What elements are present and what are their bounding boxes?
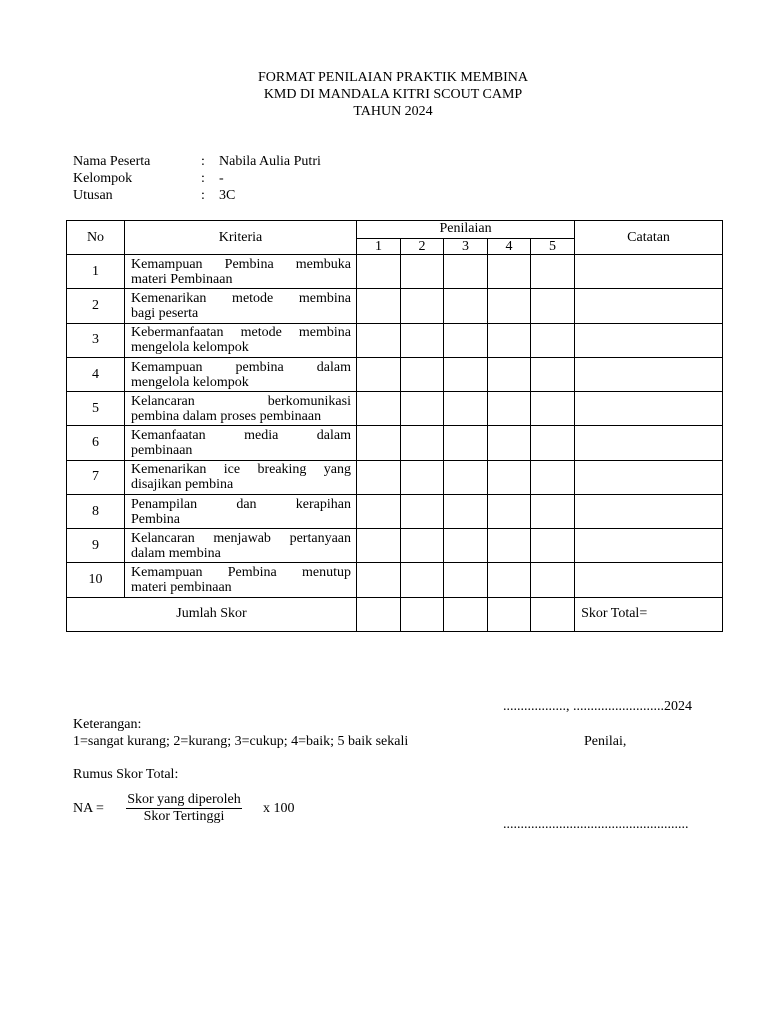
score-cell-4[interactable] xyxy=(488,289,531,323)
score-cell-3[interactable] xyxy=(444,426,488,460)
row-criteria xyxy=(125,529,357,563)
header-row xyxy=(67,221,723,239)
score-cell-2[interactable] xyxy=(401,255,444,289)
info-row-kelompok xyxy=(73,170,473,187)
na-label: NA = xyxy=(73,801,104,816)
score-cell-5[interactable] xyxy=(531,494,575,528)
criteria-line: mengelola kelompok xyxy=(131,340,249,356)
row-criteria xyxy=(125,426,357,460)
criteria-line: materi pembinaan xyxy=(131,580,232,596)
score-cell-5[interactable] xyxy=(531,426,575,460)
catatan-cell[interactable] xyxy=(575,289,723,323)
score-cell-2[interactable] xyxy=(401,357,444,391)
header-no: No xyxy=(67,221,125,255)
document-title xyxy=(0,69,768,120)
table-row xyxy=(67,529,723,563)
score-cell-4[interactable] xyxy=(488,529,531,563)
info-value: 3C xyxy=(219,188,236,203)
criteria-line: pembina dalam proses pembinaan xyxy=(131,408,322,424)
row-number: 4 xyxy=(67,357,125,391)
criteria-line: Kemampuan Pembina menutup xyxy=(131,565,351,581)
catatan-cell[interactable] xyxy=(575,529,723,563)
criteria-line: Kemampuan pembina dalam xyxy=(131,359,351,375)
info-label: Nama Peserta xyxy=(73,154,151,169)
row-criteria xyxy=(125,563,357,597)
criteria-line: Kelancaran berkomunikasi xyxy=(131,393,351,409)
info-label: Kelompok xyxy=(73,171,133,186)
keterangan-label: Keterangan: xyxy=(73,717,142,732)
criteria-line: Penampilan dan kerapihan xyxy=(131,496,351,512)
table-row xyxy=(67,494,723,528)
criteria-line: Kelancaran menjawab pertanyaan xyxy=(131,530,351,546)
table-row xyxy=(67,289,723,323)
score-cell-5[interactable] xyxy=(531,357,575,391)
catatan-cell[interactable] xyxy=(575,323,723,357)
table-row xyxy=(67,426,723,460)
score-cell-2[interactable] xyxy=(401,460,444,494)
row-number: 1 xyxy=(67,255,125,289)
total-score-cell-2[interactable] xyxy=(401,597,444,631)
total-row xyxy=(67,597,723,631)
catatan-cell[interactable] xyxy=(575,460,723,494)
score-cell-1[interactable] xyxy=(357,563,401,597)
criteria-line: disajikan pembina xyxy=(131,477,234,493)
score-cell-3[interactable] xyxy=(444,392,488,426)
score-cell-3[interactable] xyxy=(444,494,488,528)
score-header-4: 4 xyxy=(488,238,531,255)
info-value: - xyxy=(219,171,224,186)
row-criteria xyxy=(125,460,357,494)
score-cell-2[interactable] xyxy=(401,529,444,563)
catatan-cell[interactable] xyxy=(575,563,723,597)
criteria-line: Pembina xyxy=(131,511,180,527)
score-cell-4[interactable] xyxy=(488,426,531,460)
criteria-line: Kebermanfaatan metode membina xyxy=(131,325,351,341)
header-catatan: Catatan xyxy=(575,221,723,255)
table-row xyxy=(67,460,723,494)
score-cell-4[interactable] xyxy=(488,357,531,391)
score-cell-3[interactable] xyxy=(444,529,488,563)
score-cell-4[interactable] xyxy=(488,255,531,289)
table-row xyxy=(67,255,723,289)
score-cell-5[interactable] xyxy=(531,529,575,563)
score-cell-4[interactable] xyxy=(488,460,531,494)
score-cell-1[interactable] xyxy=(357,323,401,357)
criteria-line: Kemenarikan metode membina xyxy=(131,291,351,307)
row-number: 8 xyxy=(67,494,125,528)
score-cell-3[interactable] xyxy=(444,460,488,494)
header-penilaian: Penilaian xyxy=(357,221,575,239)
info-value: Nabila Aulia Putri xyxy=(219,154,321,169)
score-cell-4[interactable] xyxy=(488,323,531,357)
score-cell-3[interactable] xyxy=(444,357,488,391)
info-row-utusan xyxy=(73,187,473,204)
score-cell-5[interactable] xyxy=(531,392,575,426)
score-cell-3[interactable] xyxy=(444,289,488,323)
title-line-3: TAHUN 2024 xyxy=(353,104,433,119)
score-cell-3[interactable] xyxy=(444,323,488,357)
row-number: 6 xyxy=(67,426,125,460)
title-line-2: KMD DI MANDALA KITRI SCOUT CAMP xyxy=(263,87,523,102)
total-score-cell-5[interactable] xyxy=(531,597,575,631)
formula-denominator: Skor Tertinggi xyxy=(143,809,225,824)
score-header-2: 2 xyxy=(401,238,444,255)
jumlah-skor-label: Jumlah Skor xyxy=(67,597,357,631)
header-kriteria: Kriteria xyxy=(125,221,357,255)
criteria-line: Kemanfaatan media dalam xyxy=(131,428,351,444)
table-row xyxy=(67,563,723,597)
score-cell-5[interactable] xyxy=(531,460,575,494)
total-score-cell-1[interactable] xyxy=(357,597,401,631)
score-cell-3[interactable] xyxy=(444,563,488,597)
score-cell-1[interactable] xyxy=(357,392,401,426)
score-header-5: 5 xyxy=(531,238,575,255)
keterangan-text: 1=sangat kurang; 2=kurang; 3=cukup; 4=baik; 5 baik sekali xyxy=(73,734,409,749)
signature-line: ..................................................... xyxy=(503,817,689,832)
row-criteria xyxy=(125,392,357,426)
total-score-cell-4[interactable] xyxy=(488,597,531,631)
criteria-line: Kemenarikan ice breaking yang xyxy=(131,462,351,478)
row-number: 9 xyxy=(67,529,125,563)
row-criteria xyxy=(125,357,357,391)
score-cell-2[interactable] xyxy=(401,392,444,426)
score-cell-1[interactable] xyxy=(357,255,401,289)
score-cell-4[interactable] xyxy=(488,392,531,426)
score-cell-3[interactable] xyxy=(444,255,488,289)
info-colon: : xyxy=(201,154,205,169)
info-row-nama xyxy=(73,153,473,170)
row-number: 2 xyxy=(67,289,125,323)
row-number: 10 xyxy=(67,563,125,597)
score-cell-2[interactable] xyxy=(401,426,444,460)
rumus-label: Rumus Skor Total: xyxy=(73,767,179,782)
penilai-label: Penilai, xyxy=(584,734,627,749)
title-line-1: FORMAT PENILAIAN PRAKTIK MEMBINA xyxy=(257,70,529,85)
score-cell-2[interactable] xyxy=(401,494,444,528)
assessment-table xyxy=(66,220,723,632)
table-row xyxy=(67,392,723,426)
score-cell-5[interactable] xyxy=(531,289,575,323)
score-cell-2[interactable] xyxy=(401,563,444,597)
row-number: 5 xyxy=(67,392,125,426)
catatan-cell[interactable] xyxy=(575,426,723,460)
score-cell-4[interactable] xyxy=(488,563,531,597)
info-colon: : xyxy=(201,171,205,186)
formula-multiplier: x 100 xyxy=(263,801,295,816)
score-cell-1[interactable] xyxy=(357,426,401,460)
criteria-line: Kemampuan Pembina membuka xyxy=(131,256,351,272)
row-criteria xyxy=(125,323,357,357)
date-line: .................., ..........................2024 xyxy=(503,699,692,714)
score-cell-5[interactable] xyxy=(531,323,575,357)
row-criteria xyxy=(125,494,357,528)
info-label: Utusan xyxy=(73,188,113,203)
score-cell-1[interactable] xyxy=(357,494,401,528)
criteria-line: dalam membina xyxy=(131,545,221,561)
skor-total-label: Skor Total= xyxy=(575,597,723,631)
criteria-line: pembinaan xyxy=(131,443,193,459)
criteria-line: bagi peserta xyxy=(131,306,199,322)
score-cell-2[interactable] xyxy=(401,289,444,323)
score-cell-5[interactable] xyxy=(531,563,575,597)
score-cell-2[interactable] xyxy=(401,323,444,357)
score-cell-5[interactable] xyxy=(531,255,575,289)
formula-numerator: Skor yang diperoleh xyxy=(127,792,241,807)
row-number: 3 xyxy=(67,323,125,357)
score-cell-1[interactable] xyxy=(357,460,401,494)
score-cell-1[interactable] xyxy=(357,529,401,563)
catatan-cell[interactable] xyxy=(575,392,723,426)
score-cell-4[interactable] xyxy=(488,494,531,528)
criteria-line: mengelola kelompok xyxy=(131,374,249,390)
total-score-cell-3[interactable] xyxy=(444,597,488,631)
score-cell-1[interactable] xyxy=(357,289,401,323)
info-colon: : xyxy=(201,188,205,203)
formula-fraction xyxy=(116,792,252,825)
row-criteria xyxy=(125,289,357,323)
score-header-3: 3 xyxy=(444,238,488,255)
row-criteria xyxy=(125,255,357,289)
criteria-line: materi Pembinaan xyxy=(131,271,233,287)
score-header-1: 1 xyxy=(357,238,401,255)
catatan-cell[interactable] xyxy=(575,494,723,528)
catatan-cell[interactable] xyxy=(575,357,723,391)
participant-info xyxy=(73,153,473,204)
catatan-cell[interactable] xyxy=(575,255,723,289)
table-row xyxy=(67,357,723,391)
table-row xyxy=(67,323,723,357)
row-number: 7 xyxy=(67,460,125,494)
score-cell-1[interactable] xyxy=(357,357,401,391)
